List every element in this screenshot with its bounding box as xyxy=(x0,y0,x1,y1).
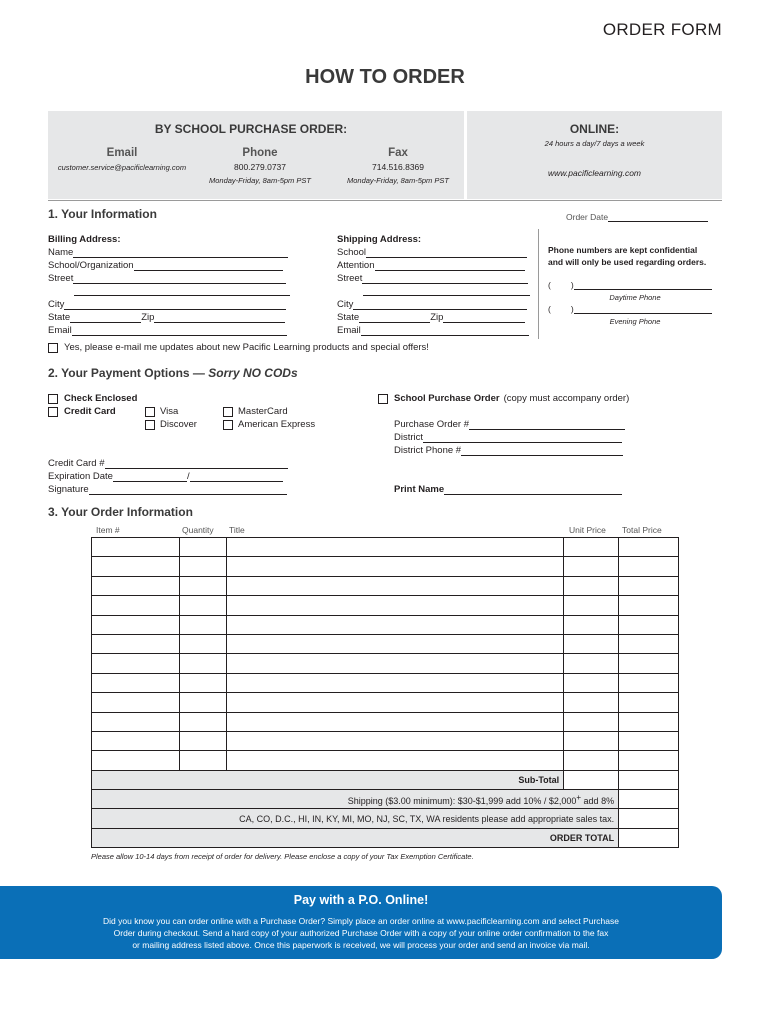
billing-state-zip-field[interactable] xyxy=(48,312,285,323)
billing-city-label: City xyxy=(48,299,65,310)
table-row xyxy=(92,693,679,712)
shipping-street-2-line[interactable] xyxy=(363,286,530,296)
shipping-street-field[interactable] xyxy=(337,273,528,284)
shipping-state-line[interactable] xyxy=(359,313,430,323)
po-number-line[interactable] xyxy=(469,420,625,430)
email-label: Email xyxy=(106,147,138,159)
order-date-field[interactable] xyxy=(566,212,708,222)
po-number-label: Purchase Order # xyxy=(394,419,469,430)
phone-divider xyxy=(538,229,539,339)
col-total-price-header: Total Price xyxy=(622,525,662,535)
phone-note-line-1: Phone numbers are kept confidential xyxy=(548,245,698,255)
unit-price-cell[interactable] xyxy=(564,615,619,634)
email-value: customer.service@pacificlearning.com xyxy=(57,163,187,172)
shipping-heading: Shipping Address: xyxy=(337,234,422,245)
unit-price-cell[interactable] xyxy=(564,673,619,692)
section-payment-options xyxy=(48,366,298,380)
print-name-label: Print Name xyxy=(394,484,445,495)
payment-heading-note: Sorry NO CODs xyxy=(208,366,298,380)
billing-city-field[interactable] xyxy=(48,299,286,310)
billing-email-line[interactable] xyxy=(72,326,287,336)
signature-field[interactable] xyxy=(48,484,287,495)
billing-city-line[interactable] xyxy=(64,300,286,310)
item-cell[interactable] xyxy=(92,731,180,750)
unit-price-cell[interactable] xyxy=(564,654,619,673)
payment-heading: 2. Your Payment Options — xyxy=(48,366,209,380)
expiration-year-line[interactable] xyxy=(190,472,283,482)
amex-option[interactable] xyxy=(223,419,315,430)
po-number-field[interactable] xyxy=(394,419,625,430)
daytime-paren-close: ) xyxy=(570,280,574,290)
cc-number-label: Credit Card # xyxy=(48,458,105,469)
title-cell[interactable] xyxy=(226,693,563,712)
title-cell[interactable] xyxy=(226,615,563,634)
table-row xyxy=(92,576,679,595)
title-cell[interactable] xyxy=(226,712,563,731)
shipping-email-field[interactable] xyxy=(337,325,529,336)
title-cell[interactable] xyxy=(226,731,563,750)
unit-price-cell[interactable] xyxy=(564,712,619,731)
title-cell[interactable] xyxy=(226,634,563,653)
phone-label: Phone xyxy=(242,147,278,159)
billing-street-line[interactable] xyxy=(73,274,286,284)
cc-number-line[interactable] xyxy=(105,459,288,469)
shipping-state-label: State xyxy=(337,312,360,323)
quantity-cell[interactable] xyxy=(179,538,226,557)
shipping-city-line[interactable] xyxy=(353,300,527,310)
quantity-cell[interactable] xyxy=(179,712,226,731)
daytime-paren-open: ( xyxy=(548,280,551,290)
daytime-phone-line[interactable] xyxy=(574,280,712,290)
subtotal-row xyxy=(92,770,679,789)
unit-price-cell[interactable] xyxy=(564,751,619,770)
shipping-state-zip-field[interactable] xyxy=(337,312,525,323)
expiration-slash: / xyxy=(186,471,190,482)
signature-line[interactable] xyxy=(89,485,287,495)
item-cell[interactable] xyxy=(92,557,180,576)
total-price-cell[interactable] xyxy=(619,693,679,712)
tax-value-cell[interactable] xyxy=(619,809,679,828)
shipping-street-line[interactable] xyxy=(362,274,528,284)
shipping-city-field[interactable] xyxy=(337,299,527,310)
unit-price-cell[interactable] xyxy=(564,576,619,595)
order-total-value-cell[interactable] xyxy=(619,828,679,847)
subtotal-label: Sub-Total xyxy=(92,770,564,789)
total-price-cell[interactable] xyxy=(619,615,679,634)
check-enclosed-option[interactable] xyxy=(48,393,137,404)
district-phone-label: District Phone # xyxy=(394,445,462,456)
district-field[interactable] xyxy=(394,432,622,443)
billing-street-2-line[interactable] xyxy=(74,286,290,296)
quantity-cell[interactable] xyxy=(179,751,226,770)
shipping-school-line[interactable] xyxy=(366,248,527,258)
evening-paren-open: ( xyxy=(548,304,551,314)
billing-street-label: Street xyxy=(48,273,74,284)
expiration-field[interactable] xyxy=(48,471,283,482)
visa-checkbox[interactable] xyxy=(145,407,155,417)
updates-checkbox[interactable] xyxy=(48,343,58,353)
billing-heading: Billing Address: xyxy=(48,234,121,245)
billing-state-line[interactable] xyxy=(70,313,141,323)
item-cell[interactable] xyxy=(92,693,180,712)
shipping-label xyxy=(92,790,619,809)
unit-price-cell[interactable] xyxy=(564,596,619,615)
shipping-attention-label: Attention xyxy=(337,260,375,271)
shipping-over: add 8% xyxy=(581,795,615,806)
title-cell[interactable] xyxy=(226,538,563,557)
item-cell[interactable] xyxy=(92,654,180,673)
shipping-city-label: City xyxy=(337,299,354,310)
billing-email-field[interactable] xyxy=(48,325,287,336)
fax-value: 714.516.8369 xyxy=(372,162,424,172)
district-label: District xyxy=(394,432,424,443)
item-cell[interactable] xyxy=(92,712,180,731)
form-label: ORDER FORM xyxy=(602,20,722,39)
shipping-attention-field[interactable] xyxy=(337,260,525,271)
table-row xyxy=(92,615,679,634)
item-cell[interactable] xyxy=(92,634,180,653)
shipping-street-2-field[interactable] xyxy=(363,286,530,296)
title-cell[interactable] xyxy=(226,596,563,615)
contact-divider xyxy=(48,200,722,201)
banner-line-2: Order during checkout. Send a hard copy of your authorized Purchase Order with a copy of your online order confirmation to the fax xyxy=(113,928,609,938)
quantity-cell[interactable] xyxy=(179,596,226,615)
credit-card-label: Credit Card xyxy=(64,406,116,417)
print-name-field[interactable] xyxy=(394,484,622,495)
school-po-label: School Purchase Order xyxy=(394,393,500,404)
shipping-school-label: School xyxy=(337,247,367,258)
total-price-cell[interactable] xyxy=(619,654,679,673)
check-enclosed-checkbox[interactable] xyxy=(48,394,58,404)
evening-paren-close: ) xyxy=(570,304,574,314)
billing-name-label: Name xyxy=(48,247,74,258)
discover-checkbox[interactable] xyxy=(145,420,155,430)
fax-hours: Monday-Friday, 8am-5pm PST xyxy=(347,176,449,185)
billing-street-2-field[interactable] xyxy=(74,286,290,296)
shipping-email-line[interactable] xyxy=(361,326,529,336)
online-url[interactable]: www.pacificlearning.com xyxy=(547,168,642,178)
quantity-cell[interactable] xyxy=(179,654,226,673)
unit-price-cell[interactable] xyxy=(564,693,619,712)
table-row xyxy=(92,751,679,770)
total-price-cell[interactable] xyxy=(619,557,679,576)
billing-name-line[interactable] xyxy=(73,248,288,258)
shipping-value-cell[interactable] xyxy=(619,790,679,809)
banner-text xyxy=(0,915,722,951)
banner-line-1: Did you know you can order online with a Purchase Order? Simply place an order online at www.pacificlearning.com and select Purchase xyxy=(103,916,619,926)
shipping-school-field[interactable] xyxy=(337,247,527,258)
shipping-attention-line[interactable] xyxy=(375,261,525,271)
order-date-line[interactable] xyxy=(608,212,708,222)
billing-school-field[interactable] xyxy=(48,260,283,271)
banner-title: Pay with a P.O. Online! xyxy=(293,893,429,907)
po-online-banner xyxy=(0,886,722,959)
discover-label: Discover xyxy=(160,419,197,430)
item-cell[interactable] xyxy=(92,615,180,634)
order-total-row xyxy=(92,828,679,847)
col-quantity-header: Quantity xyxy=(182,525,214,535)
phone-note xyxy=(548,244,706,268)
quantity-cell[interactable] xyxy=(179,576,226,595)
shipping-zip-line[interactable] xyxy=(443,313,525,323)
shipping-street-label: Street xyxy=(337,273,363,284)
unit-price-cell[interactable] xyxy=(564,538,619,557)
title-cell[interactable] xyxy=(226,673,563,692)
col-title-header: Title xyxy=(229,525,245,535)
order-total-label: ORDER TOTAL xyxy=(92,828,619,847)
subtotal-unit-cell[interactable] xyxy=(564,770,619,789)
signature-label: Signature xyxy=(48,484,89,495)
total-price-cell[interactable] xyxy=(619,751,679,770)
visa-option[interactable] xyxy=(145,406,178,417)
billing-school-label: School/Organization xyxy=(48,260,134,271)
total-price-cell[interactable] xyxy=(619,673,679,692)
billing-street-field[interactable] xyxy=(48,273,286,284)
tax-label: CA, CO, D.C., HI, IN, KY, MI, MO, NJ, SC, TX, WA residents please add appropriate sales tax. xyxy=(92,809,619,828)
item-cell[interactable] xyxy=(92,576,180,595)
billing-zip-line[interactable] xyxy=(154,313,285,323)
billing-school-line[interactable] xyxy=(134,261,283,271)
table-row xyxy=(92,731,679,750)
daytime-phone-caption: Daytime Phone xyxy=(609,293,661,302)
title-cell[interactable] xyxy=(226,576,563,595)
quantity-cell[interactable] xyxy=(179,634,226,653)
table-row xyxy=(92,673,679,692)
item-cell[interactable] xyxy=(92,596,180,615)
billing-zip-label: Zip xyxy=(141,312,155,323)
check-enclosed-label: Check Enclosed xyxy=(64,393,138,404)
total-price-cell[interactable] xyxy=(619,712,679,731)
unit-price-cell[interactable] xyxy=(564,731,619,750)
amex-checkbox[interactable] xyxy=(223,420,233,430)
subtotal-value-cell[interactable] xyxy=(619,770,679,789)
total-price-cell[interactable] xyxy=(619,576,679,595)
district-phone-field[interactable] xyxy=(394,445,623,456)
section-your-information: 1. Your Information xyxy=(48,207,157,221)
school-po-note: (copy must accompany order) xyxy=(503,393,630,404)
quantity-cell[interactable] xyxy=(179,557,226,576)
district-phone-line[interactable] xyxy=(461,446,623,456)
visa-label: Visa xyxy=(160,406,179,417)
table-row xyxy=(92,538,679,557)
phone-value: 800.279.0737 xyxy=(234,162,286,172)
total-price-cell[interactable] xyxy=(619,538,679,557)
banner-line-3: or mailing address listed above. Once this paperwork is received, we will process your order and send an invoice via mail. xyxy=(132,940,590,950)
amex-label: American Express xyxy=(238,419,316,430)
table-row xyxy=(92,654,679,673)
order-date-label: Order Date xyxy=(566,212,609,222)
school-po-option[interactable] xyxy=(378,393,629,404)
order-items-table xyxy=(91,537,679,848)
credit-card-checkbox[interactable] xyxy=(48,407,58,417)
billing-state-label: State xyxy=(48,312,71,323)
evening-phone-field[interactable] xyxy=(548,304,712,314)
col-unit-price-header: Unit Price xyxy=(569,525,606,535)
title-cell[interactable] xyxy=(226,751,563,770)
item-cell[interactable] xyxy=(92,751,180,770)
billing-email-label: Email xyxy=(48,325,72,336)
title-cell[interactable] xyxy=(226,654,563,673)
discover-option[interactable] xyxy=(145,419,197,430)
total-price-cell[interactable] xyxy=(619,731,679,750)
delivery-note: Please allow 10-14 days from receipt of order for delivery. Please enclose a copy of your Tax Exemption Certificate. xyxy=(91,852,474,861)
district-line[interactable] xyxy=(423,433,622,443)
quantity-cell[interactable] xyxy=(179,693,226,712)
item-cell[interactable] xyxy=(92,673,180,692)
item-cell[interactable] xyxy=(92,538,180,557)
table-row xyxy=(92,596,679,615)
shipping-plus: + xyxy=(576,792,582,802)
title-cell[interactable] xyxy=(226,557,563,576)
billing-name-field[interactable] xyxy=(48,247,288,258)
col-item-header: Item # xyxy=(96,525,120,535)
credit-card-option[interactable] xyxy=(48,406,116,417)
unit-price-cell[interactable] xyxy=(564,557,619,576)
school-po-checkbox[interactable] xyxy=(378,394,388,404)
evening-phone-caption: Evening Phone xyxy=(609,317,661,326)
shipping-row xyxy=(92,790,679,809)
table-row xyxy=(92,634,679,653)
tax-row xyxy=(92,809,679,828)
total-price-cell[interactable] xyxy=(619,596,679,615)
print-name-line[interactable] xyxy=(444,485,622,495)
table-row xyxy=(92,712,679,731)
mastercard-checkbox[interactable] xyxy=(223,407,233,417)
quantity-cell[interactable] xyxy=(179,673,226,692)
updates-option[interactable] xyxy=(48,342,429,353)
mastercard-option[interactable] xyxy=(223,406,288,417)
total-price-cell[interactable] xyxy=(619,634,679,653)
updates-checkbox-label: Yes, please e-mail me updates about new Pacific Learning products and special offers! xyxy=(64,342,429,353)
cc-number-field[interactable] xyxy=(48,458,288,469)
quantity-cell[interactable] xyxy=(179,615,226,634)
page-title: HOW TO ORDER xyxy=(305,66,465,88)
mastercard-label: MasterCard xyxy=(238,406,288,417)
quantity-cell[interactable] xyxy=(179,731,226,750)
shipping-email-label: Email xyxy=(337,325,361,336)
daytime-phone-field[interactable] xyxy=(548,280,712,290)
unit-price-cell[interactable] xyxy=(564,634,619,653)
shipping-zip-label: Zip xyxy=(430,312,444,323)
phone-note-line-2: and will only be used regarding orders. xyxy=(548,257,707,267)
section-order-information: 3. Your Order Information xyxy=(48,505,193,519)
expiration-label: Expiration Date xyxy=(48,471,113,482)
shipping-text: Shipping ($3.00 minimum): $30-$1,999 add 10% / $2,000 xyxy=(347,795,577,806)
fax-label: Fax xyxy=(388,147,408,159)
evening-phone-line[interactable] xyxy=(574,304,712,314)
po-heading: BY SCHOOL PURCHASE ORDER: xyxy=(154,122,348,136)
phone-hours: Monday-Friday, 8am-5pm PST xyxy=(209,176,311,185)
expiration-month-line[interactable] xyxy=(113,472,187,482)
online-hours: 24 hours a day/7 days a week xyxy=(544,139,645,148)
online-heading: ONLINE: xyxy=(569,122,620,136)
table-row xyxy=(92,557,679,576)
